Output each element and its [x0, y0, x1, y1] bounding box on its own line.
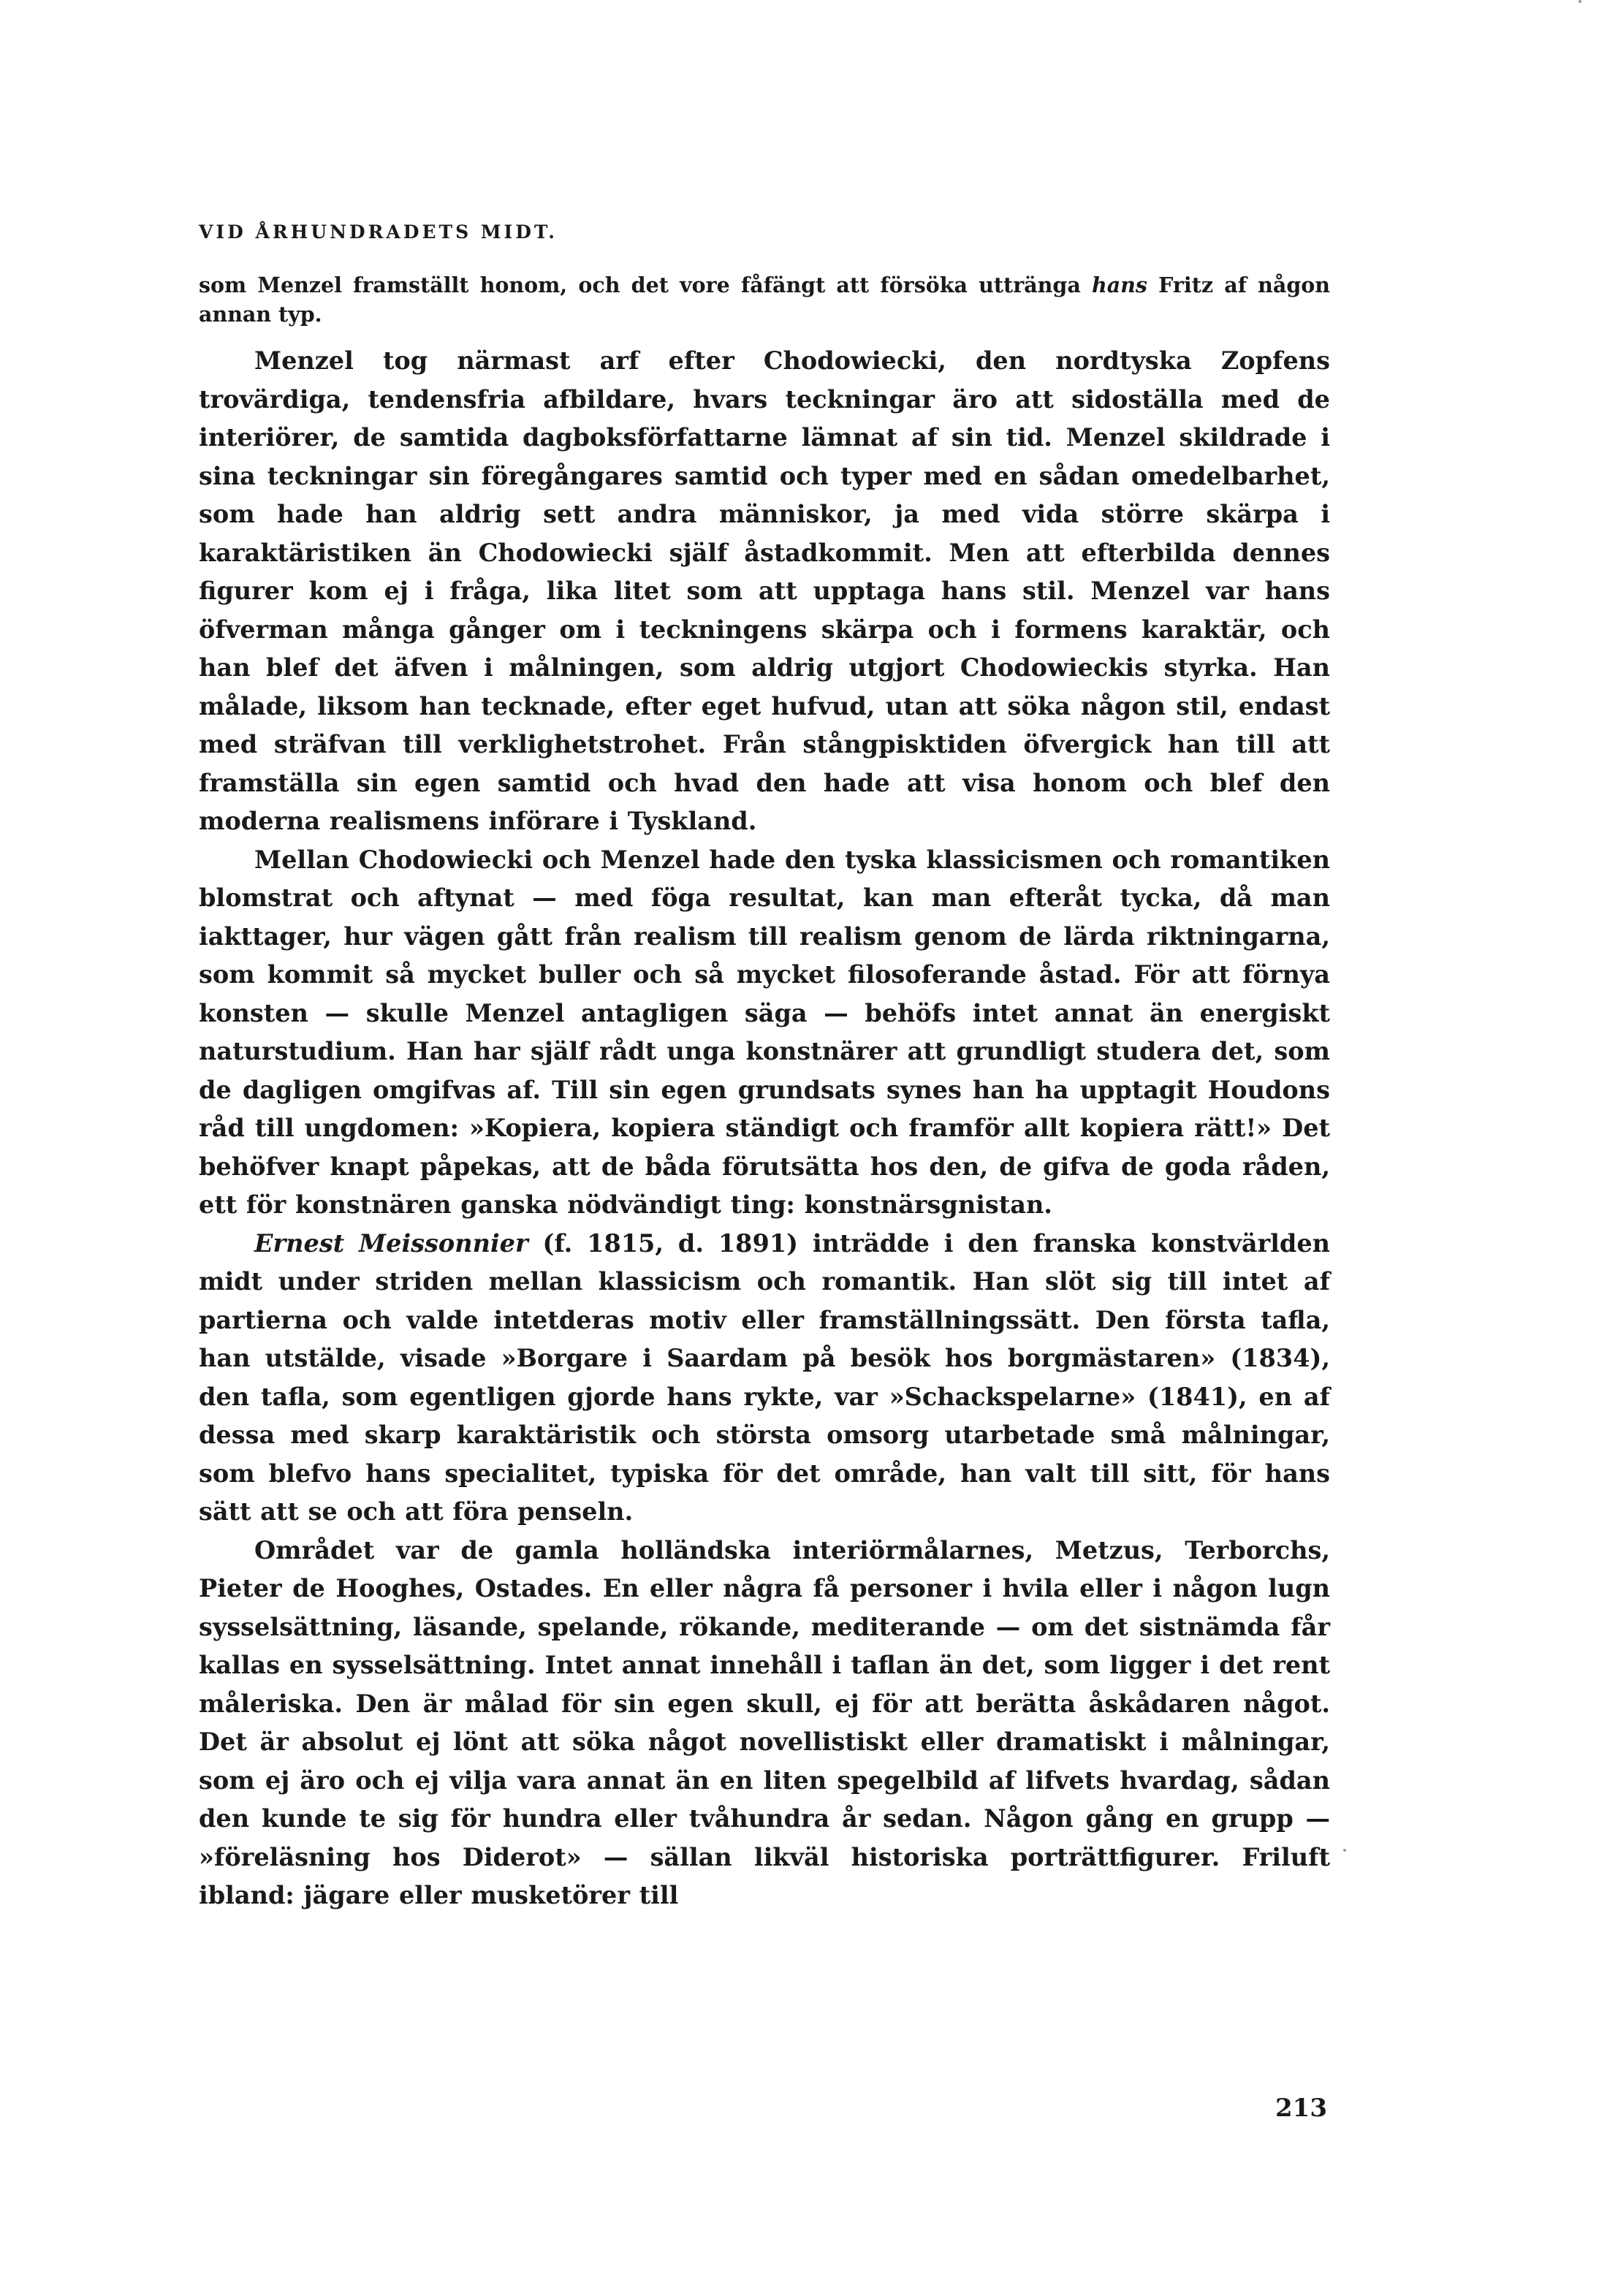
intro-text-after: Fritz af någon annan typ.	[199, 273, 1330, 327]
paragraph-meissonnier-text: (f. 1815, d. 1891) inträdde i den franska konstvärlden midt under striden mellan klassicism och romantik. Han slöt sig till intet af partierna och valde intetderas motiv eller framställningssätt. Den första tafla, han utstälde, visade »Borgare i Saardam på besök hos borgmästaren» (1834), den tafla, som egentligen gjorde hans rykte, var »Schackspelarne» (1841), en af dessa med skarp karaktäristik och största omsorg utarbetade små målningar, som blefvo hans specialitet, typiska för det område, han valt till sitt, för hans sätt att se och att föra penseln.	[199, 1228, 1330, 1526]
paragraph-menzel: Menzel tog närmast arf efter Chodowiecki, den nordtyska Zopfens trovärdiga, tendensfria afbildare, hvars teckningar äro att sidoställa med de interiörer, de samtida dagboksförfattarne lämnat af sin tid. Menzel skildrade i sina teckningar sin föregångares samtid och typer med en sådan omedelbarhet, som hade han aldrig sett andra människor, ja med vida större skärpa i karaktäristiken än Chodowiecki själf åstadkommit. Men att efterbilda dennes figurer kom ej i fråga, lika litet som att upptaga hans stil. Menzel var hans öfverman många gånger om i teckningens skärpa och i formens karaktär, och han blef det äfven i målningen, som aldrig utgjort Chodowieckis styrka. Han målade, liksom han tecknade, efter eget hufvud, utan att söka någon stil, endast med sträfvan till verklighetstrohet. Från stångpisktiden öfvergick han till att framställa sin egen samtid och hvad den hade att visa honom och blef den moderna realismens införare i Tyskland.	[199, 346, 1330, 835]
book-page	[199, 0, 1330, 2296]
margin-mark	[1343, 1849, 1346, 1852]
paragraph-chodowiecki-menzel: Mellan Chodowiecki och Menzel hade den tyska klassicismen och romantiken blomstrat och aftynat — med föga resultat, kan man efteråt tycka, då man iakttager, hur vägen gått från realism till realism genom de lärda riktningarna, som kommit så mycket buller och så mycket filosoferande åstad. För att förnya konsten — skulle Menzel antagligen säga — behöfs intet annat än energiskt naturstudium. Han har själf rådt unga konstnärer att grundligt studera det, som de dagligen omgifvas af. Till sin egen grundsats synes han ha upptagit Houdons råd till ungdomen: »Kopiera, kopiera ständigt och framför allt kopiera rätt!» Det behöfver knapt påpekas, att de båda förutsätta hos den, de gifva de goda råden, ett för konstnären ganska nödvändigt ting: konstnärsgnistan.	[199, 845, 1330, 1219]
intro-italic-word: hans	[1091, 273, 1147, 297]
page-number: 213	[1275, 2094, 1327, 2123]
paragraph-meissonnier	[199, 1225, 1330, 1532]
running-head: VID ÅRHUNDRADETS MIDT.	[199, 221, 558, 243]
paragraph-omradet: Området var de gamla holländska interiörmålarnes, Metzus, Terborchs, Pieter de Hooghes, Ostades. En eller några få personer i hvila eller i någon lugn sysselsättning, läsande, spelande, rökande, mediterande — om det sistnämda får kallas en sysselsättning. Intet annat innehåll i taflan än det, som ligger i det rent måleriska. Den är målad för sin egen skull, ej för att berätta åskådaren något. Det är absolut ej lönt att söka något novellistiskt eller dramatiskt i målningar, som ej äro och ej vilja vara annat än en liten spegelbild af lifvets hvardag, sådan den kunde te sig för hundra eller tvåhundra år sedan. Någon gång en grupp — »föreläsning hos Diderot» — sällan likväl historiska porträttfigurer. Friluft ibland: jägare eller musketörer till	[199, 1535, 1330, 1909]
intro-line	[199, 270, 1330, 329]
paragraph-meissonnier-name: Ernest Meissonnier	[254, 1228, 528, 1258]
body-text	[199, 270, 1330, 1915]
intro-text-before: som Menzel framställt honom, och det vore fåfängt att försöka uttränga	[199, 273, 1092, 297]
margin-mark	[1579, 0, 1581, 3]
